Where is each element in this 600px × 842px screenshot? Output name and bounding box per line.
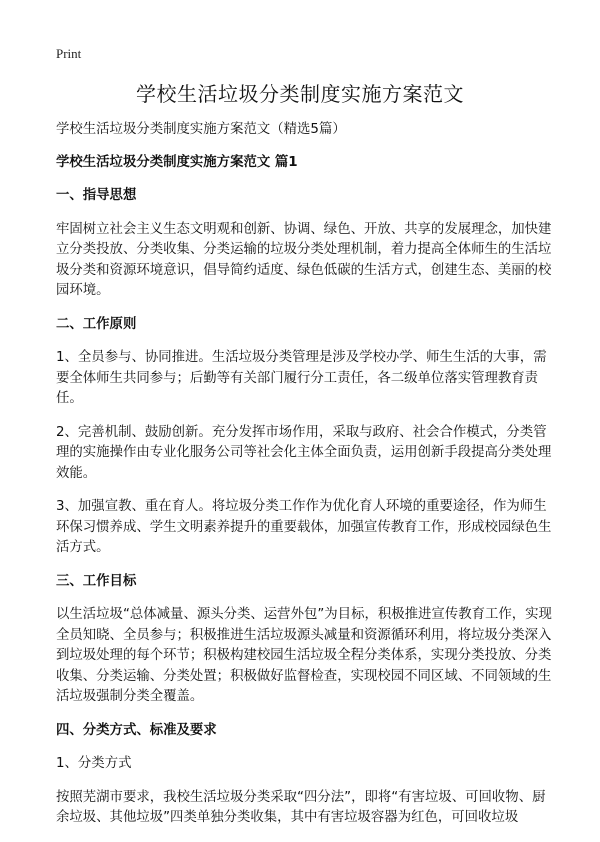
paragraph: 2、完善机制、鼓励创新。充分发挥市场作用，采取与政府、社会合作模式，分类管理的实施操作由专业化服务公司等社会化主体全面负责，运用创新手段提高分类处理效能。 <box>56 424 552 481</box>
article-title: 学校生活垃圾分类制度实施方案范文 篇1 <box>56 154 298 170</box>
paragraph: 1、全员参与、协同推进。生活垃圾分类管理是涉及学校办学、师生生活的大事，需要全体师生共同参与；后勤等有关部门履行分工责任，各二级单位落实管理教育责任。 <box>56 350 547 406</box>
paragraph: 牢固树立社会主义生态文明观和创新、协调、绿色、开放、共享的发展理念，加快建立分类投放、分类收集、分类运输的垃圾分类处理机制，着力提高全体师生的生活垃圾分类和资源环境意识，倡导简约适度、绿色低碳的生活方式，创建生态、美丽的校园环境。 <box>56 221 552 298</box>
page-title: 学校生活垃圾分类制度实施方案范文 <box>136 82 464 106</box>
paragraph: 3、加强宣教、重在育人。将垃圾分类工作作为优化育人环境的重要途径，作为师生环保习惯养成、学生文明素养提升的重要载体，加强宣传教育工作，形成校园绿色生活方式。 <box>56 499 552 555</box>
paragraph: 按照芜湖市要求，我校生活垃圾分类采取“四分法”，即将“有害垃圾、可回收物、厨余垃圾、其他垃圾”四类单独分类收集，其中有害垃圾容器为红色，可回收垃圾 <box>56 789 546 825</box>
section-heading: 三、工作目标 <box>56 573 137 589</box>
paragraph: 以生活垃圾“总体减量、源头分类、运营外包”为目标，积极推进宣传教育工作，实现全员知晓、全员参与；积极推进生活垃圾源头减量和资源循环利用，将垃圾分类深入到垃圾处理的每个环节；积极构建校园生活垃圾全程分类体系，实现分类投放、分类收集、分类运输、分类处置；积极做好监督检查，实现校园不同区域、不同领域的生活垃圾强制分类全覆盖。 <box>56 607 552 704</box>
section-heading: 四、分类方式、标准及要求 <box>56 722 217 738</box>
paragraph: 1、分类方式 <box>56 756 132 771</box>
document-body <box>56 120 552 842</box>
section-heading: 二、工作原则 <box>56 316 137 332</box>
document-subtitle: 学校生活垃圾分类制度实施方案范文（精选5篇） <box>56 122 346 137</box>
section-heading: 一、指导思想 <box>56 188 137 203</box>
print-link[interactable]: Print <box>56 46 82 61</box>
